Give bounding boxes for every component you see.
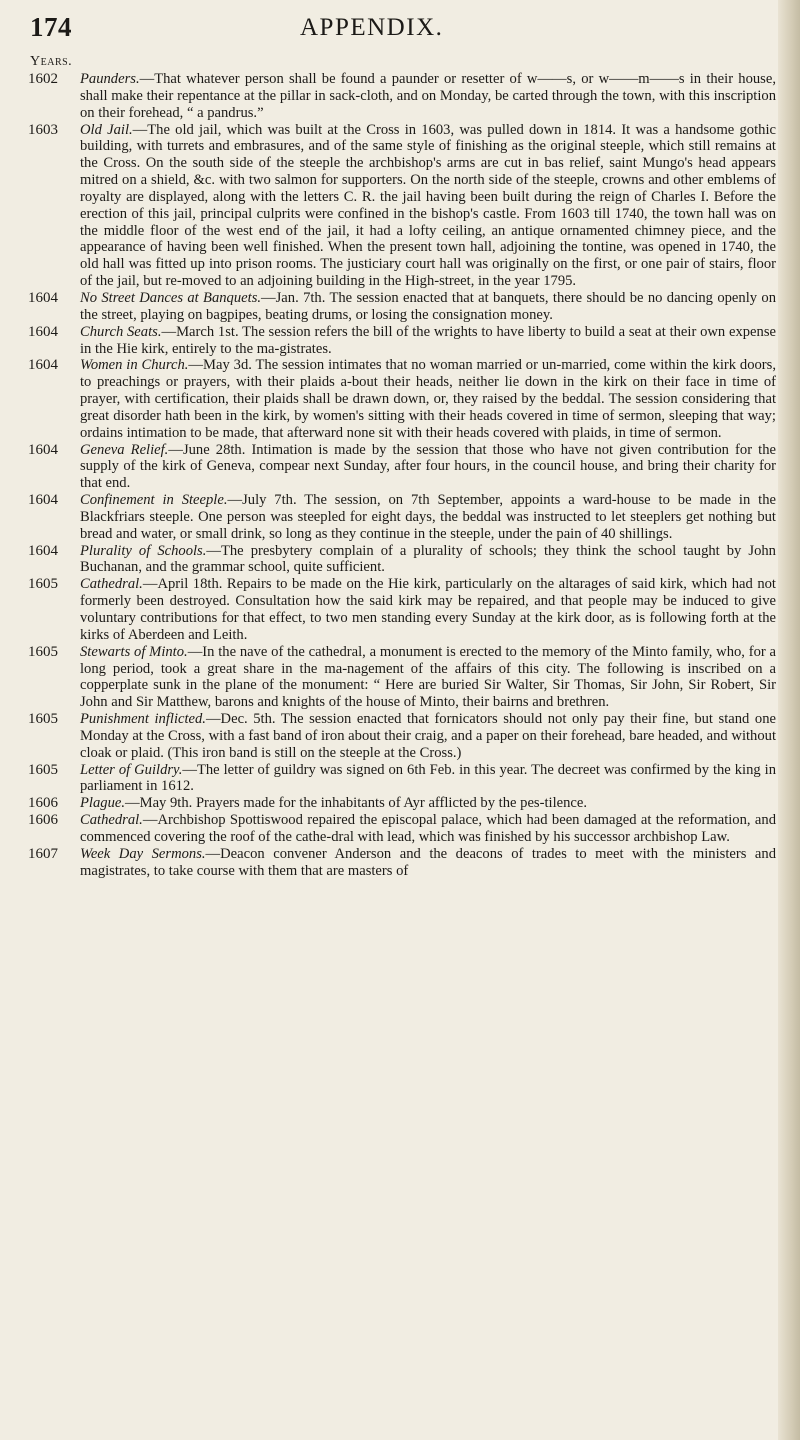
entry-title: Punishment inflicted. (80, 711, 206, 728)
entry-text: —June 28th. Intimation is made by the session that those who have not given contribution for the supply of the kirk of Geneva, compear next Sunday, after four hours, in the council house, and bring their charity for that end. (80, 441, 776, 492)
entry-body (80, 492, 780, 543)
chronology-entry (28, 324, 780, 358)
entry-year: 1607 (28, 845, 58, 862)
chronology-entry (28, 357, 780, 441)
entry-year: 1606 (28, 795, 58, 812)
entry-year: 1605 (28, 711, 58, 728)
chronology-entry (28, 644, 780, 711)
entry-title: Church Seats. (80, 323, 162, 340)
years-column-label: Years. (30, 54, 73, 69)
entry-body (80, 846, 780, 880)
chronology-entry (28, 762, 780, 796)
running-head: APPENDIX. (300, 14, 444, 41)
entry-text: —May 9th. Prayers made for the inhabitants of Ayr afflicted by the pes-tilence. (125, 795, 588, 812)
entry-text: —The letter of guildry was signed on 6th Feb. in this year. The decreet was confirmed by the king in parliament in 1612. (80, 761, 776, 795)
entry-title: Cathedral. (80, 812, 143, 829)
entry-body (80, 762, 780, 796)
chronology-entries (28, 71, 780, 880)
entry-body (80, 357, 780, 441)
entry-body (80, 644, 780, 711)
entry-body (80, 795, 780, 812)
chronology-entry (28, 812, 780, 846)
chronology-entry (28, 492, 780, 543)
entry-text: —Deacon convener Anderson and the deacons of trades to meet with the ministers and magistrates, to take course with them that are masters of (80, 845, 776, 879)
entry-text: —Jan. 7th. The session enacted that at banquets, there should be no dancing openly on the street, playing on bagpipes, beating drums, or losing the consignation money. (80, 289, 776, 323)
chronology-entry (28, 711, 780, 762)
entry-text: —May 3d. The session intimates that no woman married or un-married, come within the kirk doors, to preachings or prayers, with their plaids a-bout their heads, neither lie down in the kirk on their face in time of prayer, with certification, their plaids shall be drawn down, or, they raised by the beddal. The session considering that great disorder hath been in the kirk, by women's sitting with their heads covered in time of sermon, sleeping that way; ordains intimation to be made, that afterward none sit with their heads covered with plaids, in time of sermon. (80, 357, 776, 441)
entry-year: 1602 (28, 71, 58, 87)
entry-title: Confinement in Steeple. (80, 492, 228, 509)
entry-text: —April 18th. Repairs to be made on the Hie kirk, particularly on the altarages of said kirk, which had not formerly been destroyed. Consultation how the said kirk may be repaired, and that people may be induced to give voluntary contributions for that effect, to two men standing every Sunday at the kirk door, as is following forth at the kirks of Aberdeen and Leith. (80, 576, 776, 643)
entry-title: Geneva Relief. (80, 441, 169, 458)
entry-text: —The old jail, which was built at the Cross in 1603, was pulled down in 1814. It was a handsome gothic building, with turrets and embrasures, and of the same style of finishing as the original steeple, which still remains at the Cross. On the south side of the steeple the archbishop's arms are cut in bas relief, saint Mungo's head appears mitred on a shield, &c. with two salmon for supporters. On the north side of the steeple, crowns and other emblems of royalty are displayed, along with the letters C. R. the jail having been built during the reign of Charles I. Before the erection of this jail, principal culprits were confined in the bishop's castle. From 1603 till 1740, the town hall was on the middle floor of the west end of the jail, it had a lofty ceiling, an antique ornamented chimney piece, and the appearance of having been well finished. When the present town hall, adjoining the tontine, was opened in 1740, the old hall was fitted up into prison rooms. The justiciary court hall was originally on the first, or one pair of stairs, floor of the jail, but re-moved to an adjoining building in the High-street, in the year 1795. (80, 121, 776, 290)
entry-title: Women in Church. (80, 357, 189, 374)
entry-body (80, 711, 780, 762)
entry-title: Plurality of Schools. (80, 542, 207, 559)
entry-body (80, 122, 780, 290)
entry-title: Plague. (80, 795, 125, 812)
entry-title: Stewarts of Minto. (80, 643, 188, 660)
entry-body (80, 442, 780, 493)
entry-title: No Street Dances at Banquets. (80, 289, 262, 306)
chronology-entry (28, 795, 780, 812)
chronology-entry (28, 442, 780, 493)
entry-year: 1604 (28, 492, 58, 509)
entry-year: 1604 (28, 542, 58, 559)
entry-year: 1604 (28, 323, 58, 340)
entry-body (80, 324, 780, 358)
entry-year: 1605 (28, 643, 58, 660)
entry-year: 1605 (28, 576, 58, 593)
entry-text: —March 1st. The session refers the bill of the wrights to have liberty to build a seat at their own expense in the Hie kirk, entirely to the ma-gistrates. (80, 323, 776, 357)
entry-title: Cathedral. (80, 576, 143, 593)
entry-body (80, 576, 780, 643)
page-header (0, 10, 800, 46)
entry-body (80, 543, 780, 577)
page-number: 174 (30, 12, 72, 42)
entry-title: Week Day Sermons. (80, 845, 206, 862)
entry-title: Old Jail. (80, 121, 133, 138)
entry-year: 1604 (28, 357, 58, 374)
entry-body (80, 290, 780, 324)
entry-year: 1603 (28, 121, 58, 138)
entry-body (80, 71, 780, 122)
chronology-entry (28, 846, 780, 880)
chronology-entry (28, 543, 780, 577)
entry-text: —The presbytery complain of a plurality of schools; they think the school taught by John Buchanan, and the grammar school, quite sufficient. (80, 542, 776, 576)
entry-year: 1604 (28, 441, 58, 458)
entry-title: Paunders. (80, 71, 140, 87)
entry-year: 1606 (28, 812, 58, 829)
entry-text: —Dec. 5th. The session enacted that fornicators should not only pay their fine, but stand one Monday at the Cross, with a fast band of iron about their craig, and a paper on their forehead, bare headed, and without cloak or plaid. (This iron band is still on the steeple at the Cross.) (80, 711, 776, 761)
entry-text: —In the nave of the cathedral, a monument is erected to the memory of the Minto family, who, for a long period, took a great share in the ma-nagement of the affairs of this city. The following is inscribed on a copperplate sunk in the plane of the monument: “ Here are buried Sir Walter, Sir Thomas, Sir John, Sir Robert, Sir John and Sir Matthew, barons and knights of the house of Minto, their bairns and brethren. (80, 643, 776, 711)
entry-text: —Archbishop Spottiswood repaired the episcopal palace, which had been damaged at the reformation, and commenced covering the roof of the cathe-dral with lead, which was finished by his successor archbishop Law. (80, 812, 776, 845)
entry-text: —July 7th. The session, on 7th September, appoints a ward-house to be made in the Blackfriars steeple. One person was steepled for eight days, the beddal was instructed to let steeplers get nothing but bread and water, or small drink, so long as they continue in the steeple, under the pain of 40 shillings. (80, 492, 777, 542)
entry-year: 1605 (28, 761, 58, 778)
chronology-entry (28, 122, 780, 290)
chronology-entry (28, 71, 780, 122)
entry-text: —That whatever person shall be found a paunder or resetter of w——s, or w——m——s in their house, shall make their repentance at the pillar in sack-cloth, and on Monday, be carted through the town, with this inscription on their forehead, “ a pandrus.” (80, 71, 776, 121)
chronology-entry (28, 290, 780, 324)
entry-year: 1604 (28, 289, 58, 306)
chronology-entry (28, 576, 780, 643)
entry-body (80, 812, 780, 846)
entry-title: Letter of Guildry. (80, 761, 183, 778)
page-edge-shadow (778, 0, 800, 1440)
